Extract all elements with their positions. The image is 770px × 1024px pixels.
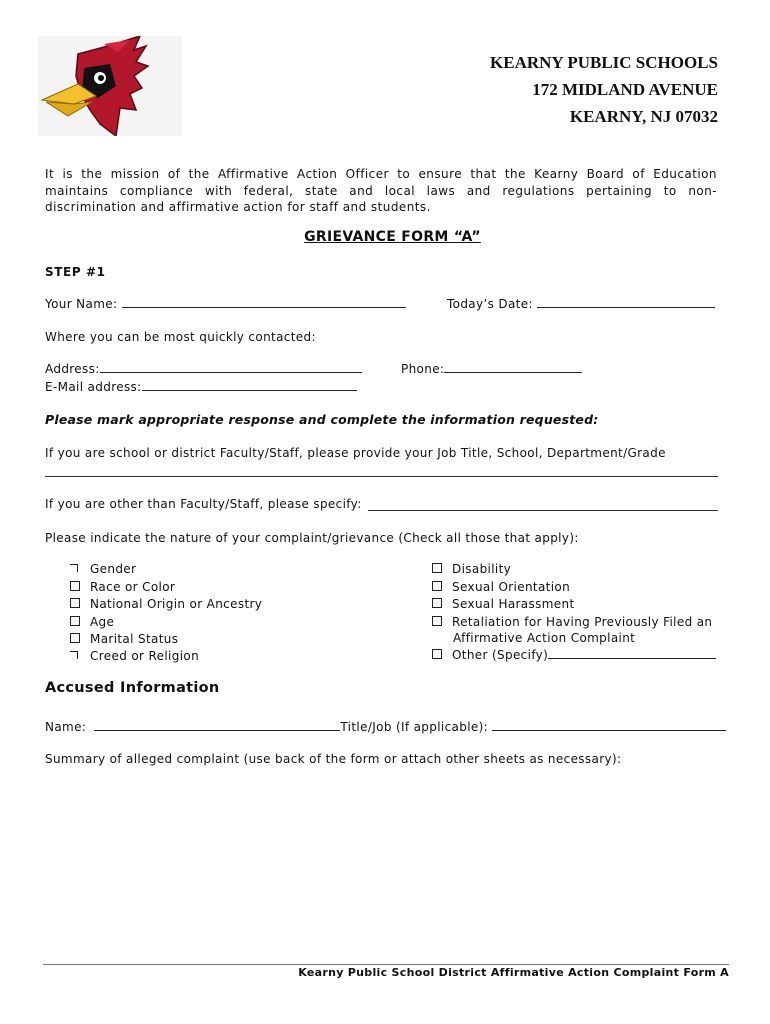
option-label: Retaliation for Having Previously Filed an bbox=[452, 615, 713, 629]
option-retaliation[interactable] bbox=[432, 615, 712, 629]
option-label: Gender bbox=[90, 562, 137, 576]
checkbox-icon[interactable] bbox=[432, 598, 442, 608]
phone-field[interactable] bbox=[444, 362, 582, 373]
checkbox-icon[interactable] bbox=[432, 563, 442, 573]
faculty-prompt: If you are school or district Faculty/Staff, please provide your Job Title, School, Department/Grade bbox=[45, 446, 666, 460]
email-label: E-Mail address: bbox=[45, 380, 142, 394]
checkbox-icon[interactable] bbox=[432, 649, 442, 659]
address-field[interactable] bbox=[100, 362, 362, 373]
contact-prompt: Where you can be most quickly contacted: bbox=[45, 330, 316, 344]
checkbox-icon[interactable] bbox=[432, 581, 442, 591]
other-specify-field[interactable] bbox=[548, 648, 716, 659]
option-gender[interactable] bbox=[70, 562, 136, 576]
email-field[interactable] bbox=[142, 380, 357, 391]
option-sexual-harassment[interactable] bbox=[432, 597, 575, 611]
faculty-answer-line[interactable] bbox=[45, 476, 718, 477]
accused-title-field[interactable] bbox=[492, 720, 726, 731]
instruction-text: Please mark appropriate response and complete the information requested: bbox=[45, 412, 599, 427]
your-name-label: Your Name: bbox=[45, 297, 118, 311]
summary-prompt: Summary of alleged complaint (use back of the form or attach other sheets as necessary): bbox=[45, 752, 622, 766]
date-row bbox=[447, 297, 715, 311]
option-label: Sexual Orientation bbox=[452, 580, 571, 594]
option-retaliation-line2: Affirmative Action Complaint bbox=[453, 631, 636, 645]
other-answer-line[interactable] bbox=[368, 510, 718, 511]
option-other[interactable] bbox=[432, 648, 716, 662]
accused-name-label: Name: bbox=[45, 720, 87, 734]
complaint-prompt: Please indicate the nature of your complaint/grievance (Check all those that apply): bbox=[45, 531, 579, 545]
option-national-origin[interactable] bbox=[70, 597, 262, 611]
option-sexual-orientation[interactable] bbox=[432, 580, 570, 594]
checkbox-icon[interactable] bbox=[70, 616, 80, 626]
mission-statement: It is the mission of the Affirmative Action Officer to ensure that the Kearny Board of Education maintains compliance with federal, state and local laws and regulations pertaining to non-discrimination and affirmative action for staff and students. bbox=[45, 167, 717, 214]
other-row bbox=[45, 497, 362, 511]
checkbox-icon[interactable] bbox=[70, 581, 80, 591]
option-label: National Origin or Ancestry bbox=[90, 597, 263, 611]
todays-date-field[interactable] bbox=[537, 297, 715, 308]
todays-date-label: Today’s Date: bbox=[447, 297, 533, 311]
address-row bbox=[45, 362, 362, 376]
city-state-zip: KEARNY, NJ 07032 bbox=[569, 107, 718, 126]
checkbox-icon[interactable] bbox=[70, 598, 80, 608]
school-name: KEARNY PUBLIC SCHOOLS bbox=[490, 53, 718, 72]
option-disability[interactable] bbox=[432, 562, 511, 576]
your-name-field[interactable] bbox=[122, 297, 406, 308]
phone-label: Phone: bbox=[401, 362, 445, 376]
option-label: Sexual Harassment bbox=[452, 597, 575, 611]
form-title: GRIEVANCE FORM “A” bbox=[304, 229, 481, 245]
other-prompt: If you are other than Faculty/Staff, please specify: bbox=[45, 497, 362, 511]
street-address: 172 MIDLAND AVENUE bbox=[532, 80, 718, 99]
checkbox-icon[interactable] bbox=[70, 564, 78, 572]
your-name-row bbox=[45, 297, 406, 311]
option-creed-religion[interactable] bbox=[70, 649, 199, 663]
checkbox-icon[interactable] bbox=[432, 616, 442, 626]
accused-name-field[interactable] bbox=[94, 720, 340, 731]
checkbox-icon[interactable] bbox=[70, 633, 80, 643]
accused-heading: Accused Information bbox=[45, 680, 220, 696]
option-label: Age bbox=[90, 615, 115, 629]
option-marital-status[interactable] bbox=[70, 632, 178, 646]
address-label: Address: bbox=[45, 362, 100, 376]
option-label: Creed or Religion bbox=[90, 649, 200, 663]
step-label: STEP #1 bbox=[45, 265, 106, 279]
footer-divider bbox=[43, 964, 729, 965]
footer-text: Kearny Public School District Affirmative Action Complaint Form A bbox=[298, 966, 729, 979]
option-label: Race or Color bbox=[90, 580, 176, 594]
email-row bbox=[45, 380, 357, 394]
option-race-color[interactable] bbox=[70, 580, 175, 594]
cardinal-logo bbox=[38, 36, 182, 136]
option-label: Disability bbox=[452, 562, 512, 576]
checkbox-icon[interactable] bbox=[70, 651, 78, 659]
phone-row bbox=[401, 362, 582, 376]
school-address-block bbox=[490, 49, 718, 130]
accused-title-label: Title/Job (If applicable): bbox=[340, 720, 489, 734]
option-label: Marital Status bbox=[90, 632, 179, 646]
accused-name-row bbox=[45, 720, 726, 734]
option-age[interactable] bbox=[70, 615, 114, 629]
option-label: Other (Specify) bbox=[452, 648, 549, 662]
